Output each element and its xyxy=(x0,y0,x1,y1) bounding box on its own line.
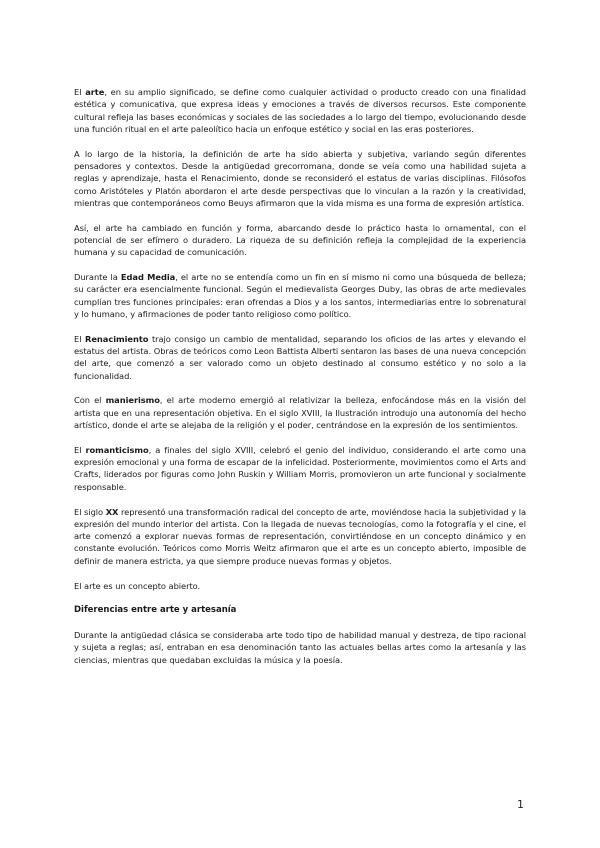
text-run: El siglo xyxy=(74,506,106,517)
paragraph xyxy=(74,506,526,567)
paragraph xyxy=(74,222,526,259)
bold-term: manierismo xyxy=(105,395,160,406)
bold-term: arte xyxy=(85,87,105,97)
text-run: El xyxy=(74,87,86,97)
paragraph xyxy=(74,444,526,493)
document-page xyxy=(74,86,526,678)
text-run: , el arte moderno emergió al relativizar la belleza, enfocándose más en la visión del artista que en una representación objetiva. En el siglo XVIII, la Ilustración introdujo una autonomía del hecho artístico, donde el arte se alejaba de la religión y el poder, centrándose en la expresión de los sentimientos. xyxy=(74,395,526,431)
page-number: 1 xyxy=(517,798,524,811)
bold-term: Renacimiento xyxy=(85,333,149,344)
text-run: representó una transformación radical del concepto de arte, moviéndose hacia la subjetividad y la expresión del mundo interior del artista. Con la llegada de nuevas tecnologías, como la fotografía y el cine, el arte comenzó a explorar nuevas formas de representación, convirtiéndose en un concepto dinámico y en constante evolución. Teóricos como Morris Weitz afirmaron que el arte es un concepto abierto, imposible de definir de manera estricta, ya que siempre produce nuevas formas y objetos. xyxy=(74,506,526,566)
paragraph xyxy=(74,394,526,431)
paragraph xyxy=(74,580,526,592)
text-run: El xyxy=(74,444,86,455)
bold-term: Diferencias entre arte y artesanía xyxy=(74,605,237,616)
paragraph xyxy=(74,86,526,135)
section-heading xyxy=(74,604,526,616)
paragraph xyxy=(74,629,526,666)
bold-term: romanticismo xyxy=(85,444,149,455)
text-run: Con el xyxy=(74,395,106,406)
text-run: , a finales del siglo XVIII, celebró el genio del individuo, considerando el arte como una expresión emocional y una forma de escapar de la infelicidad. Posteriormente, movimientos como el Arts and Crafts, liderados por figuras como John Ruskin y William Morris, promovieron un arte funcional y socialmente responsable. xyxy=(74,444,526,492)
paragraph xyxy=(74,271,526,320)
text-run: Durante la antigüedad clásica se consideraba arte todo tipo de habilidad manual y destreza, de tipo racional y sujeta a reglas; así, entraban en esa denominación tanto las actuales bellas artes como la artesanía y las ciencias, mientras que quedaban excluidas la música y la poesía. xyxy=(74,630,526,665)
paragraph xyxy=(74,333,526,382)
text-run: El arte es un concepto abierto. xyxy=(74,580,201,591)
text-run: , el arte no se entendía como un fin en sí mismo ni como una búsqueda de belleza; su carácter era esencialmente funcional. Según el medievalista Georges Duby, las obras de arte medievales cumplían tres funciones principales: eran ofrendas a Dios y a los santos, intermediarias entre lo sobrenatural y lo humano, y afirmaciones de poder tanto religioso como político. xyxy=(74,272,526,319)
bold-term: XX xyxy=(105,506,119,517)
text-run: Durante la xyxy=(74,272,121,283)
text-run: El xyxy=(74,333,86,344)
text-run: A lo largo de la historia, la definición de arte ha sido abierta y subjetiva, variando según diferentes pensadores y contextos. Desde la antigüedad grecorromana, donde se veía como una habilidad sujeta a reglas y aprendizaje, hasta el Renacimiento, donde se reconsideró el estatus de varias disciplinas. Filósofos como Aristóteles y Platón abordaron el arte desde perspectivas que lo vinculan a la razón y la creatividad, mientras que contemporáneos como Beuys afirmaron que la vida misma es una forma de expresión artística. xyxy=(74,148,526,208)
text-run: Así, el arte ha cambiado en función y forma, abarcando desde lo práctico hasta lo ornamental, con el potencial de ser efímero o duradero. La riqueza de su definición refleja la complejidad de la experiencia humana y su capacidad de comunicación. xyxy=(74,222,526,258)
bold-term: Edad Media xyxy=(120,272,176,283)
text-run: trajo consigo un cambio de mentalidad, separando los oficios de las artes y elevando el estatus del artista. Obras de teóricos como Leon Battista Alberti sentaron las bases de una nueva concepción del arte, que comenzó a ser valorado como un objeto destinado al consumo estético y no solo a la funcionalidad. xyxy=(74,333,526,381)
text-run: , en su amplio significado, se define como cualquier actividad o producto creado con una finalidad estética y comunicativa, que expresa ideas y emociones a través de diversos recursos. Este componente cultural refleja las bases económicas y sociales de las sociedades a lo largo del tiempo, evolucionando desde una función ritual en el arte paleolítico hacia un enfoque estético y social en las eras posteriores. xyxy=(74,87,526,134)
paragraph xyxy=(74,148,526,209)
